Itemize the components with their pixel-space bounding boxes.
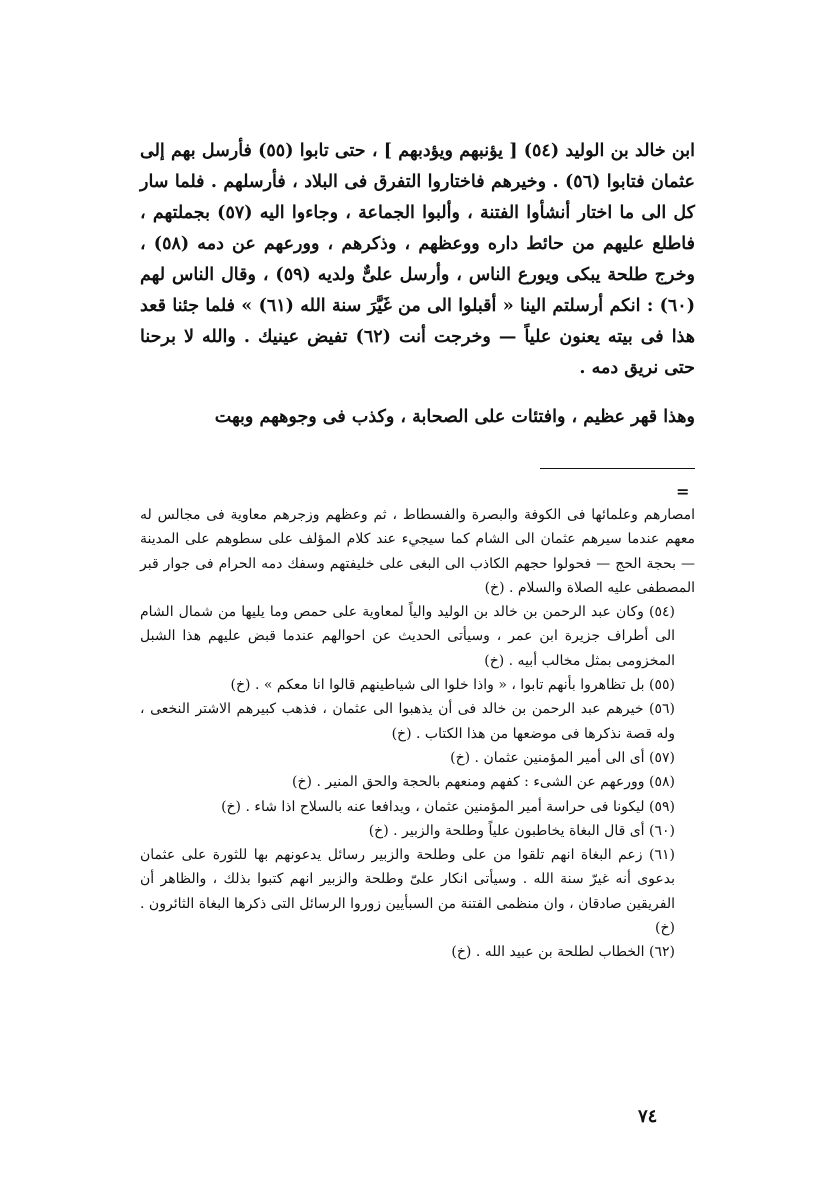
footnote-separator: [540, 468, 695, 469]
main-paragraph: ابن خالد بن الوليد (٥٤) [ يؤنبهم ويؤدبهم ] ، حتى تابوا (٥٥) فأرسل بهم إلى عثمان فتابوا (٥٦) . وخيرهم فاختاروا التفرق فى البلاد ، فأرسلهم . فلما سار كل الى ما اختار أنشأوا الفتنة ، وألبوا الجماعة ، وجاءوا اليه (٥٧) بجملتهم ، فاطلع عليهم من حائط داره ووعظهم ، وذكرهم ، وورعهم عن دمه (٥٨) ، وخرج طلحة يبكى ويورع الناس ، وأرسل علىٌّ ولديه (٥٩) ، وقال الناس لهم (٦٠) : انكم أرسلتم الينا « أقبلوا الى من غَيَّرَ سنة الله (٦١) » فلما جئنا قعد هذا فى بيته يعنون علياً — وخرجت أنت (٦٢) تفيض عينيك . والله لا برحنا حتى نريق دمه .: [140, 141, 696, 378]
footnote-62: (٦٢) الخطاب لطلحة بن عبيد الله . (خ): [451, 944, 675, 961]
footnote-60: (٦٠) أى قال البغاة يخاطبون علياً وطلحة والزبير . (خ): [368, 822, 675, 839]
footnote-54: (٥٤) وكان عبد الرحمن بن خالد بن الوليد والياً لمعاوية على حمص وما يليها من شمال الشام الى أطراف جزيرة ابن عمر ، وسيأتى الحديث عن احوالهم عندما قبض عليهم هذا الشبل المخزومى بمثل مخالب أبيه . (خ): [140, 604, 675, 669]
footnote-56: (٥٦) خيرهم عبد الرحمن بن خالد فى أن يذهبوا الى عثمان ، فذهب كبيرهم الاشتر النخعى ، وله قصة نذكرها فى موضعها من هذا الكتاب . (خ): [140, 701, 675, 742]
page-number: ٧٤: [638, 1106, 658, 1127]
footnote-continuation: امصارهم وعلمائها فى الكوفة والبصرة والفسطاط ، ثم وعظهم وزجرهم معاوية فى مجالس له معهم عندما سيرهم عثمان الى الشام كما سيجيء عند كلام المؤلف على سطوهم على المدينة — بحجة الحج — فحولوا حجهم الكاذب الى البغى على خليفتهم وسفك دمه الحرام فى جوار قبر المصطفى عليه الصلاة والسلام . (خ): [140, 507, 696, 596]
main-paragraph: وهذا قهر عظيم ، وافتئات على الصحابة ، وكذب فى وجوههم وبهت: [214, 407, 695, 427]
continuation-marker: =: [676, 482, 690, 501]
main-text: [140, 136, 695, 433]
footnote-61: (٦١) زعم البغاة انهم تلقوا من على وطلحة والزبير رسائل يدعونهم بها للثورة على عثمان بدعوى أنه غيرّ سنة الله . وسيأتى انكار علىّ وطلحة والزبير انهم كتبوا بذلك ، والظاهر أن الفريقين صادقان ، وان منظمى الفتنة من السبأيين زوروا الرسائل التى ذكرها البغاة الثائرون . (خ): [140, 847, 675, 937]
footnote-58: (٥٨) وورعهم عن الشىء : كفهم ومنعهم بالحجة والحق المنير . (خ): [292, 774, 675, 791]
footnote-55: (٥٥) بل تظاهروا بأنهم تابوا ، « واذا خلوا الى شياطينهم قالوا انا معكم » . (خ): [230, 677, 675, 694]
footnote-57: (٥٧) أى الى أمير المؤمنين عثمان . (خ): [450, 749, 675, 766]
footnote-59: (٥٩) ليكونا فى حراسة أمير المؤمنين عثمان ، ويدافعا عنه بالسلاح اذا شاء . (خ): [221, 798, 675, 815]
footnotes: [140, 503, 695, 965]
